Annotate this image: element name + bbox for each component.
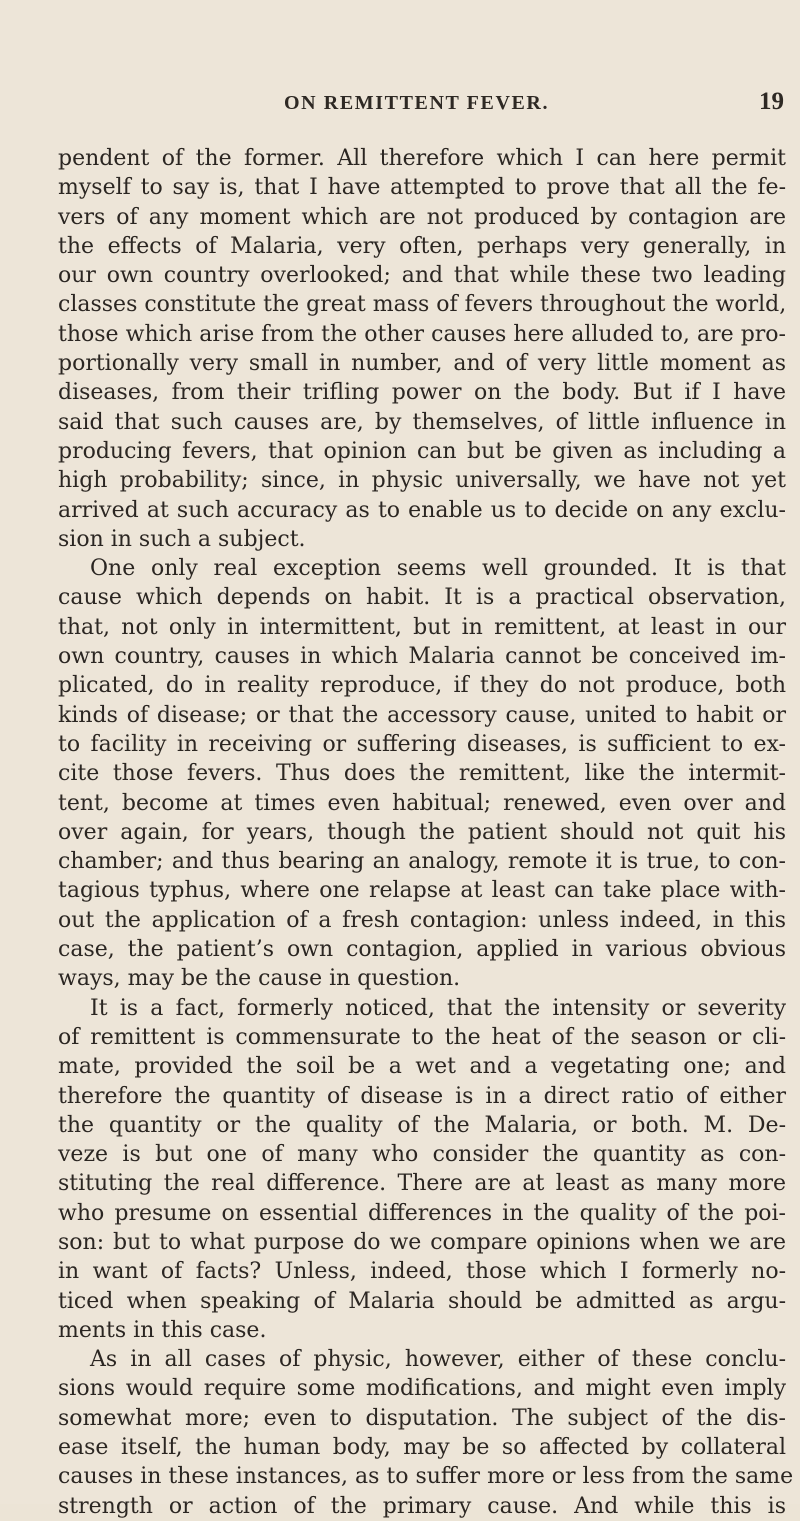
text-line: out the application of a fresh contagion: unless indeed, in this [58, 907, 786, 933]
text-line: tagious typhus, where one relapse at least can take place with- [58, 878, 786, 904]
text-line: veze is but one of many who consider the quantity as con- [58, 1142, 786, 1168]
text-line: sions would require some modifications, and might even imply [58, 1376, 786, 1402]
page-header [60, 88, 784, 128]
text-line: classes constitute the great mass of fevers throughout the world, [58, 292, 787, 318]
text-line: ticed when speaking of Malaria should be admitted as argu- [58, 1288, 786, 1314]
text-line: chamber; and thus bearing an analogy, remote it is true, to con- [58, 849, 786, 875]
text-line: stituting the real difference. There are at least as many more [58, 1171, 786, 1197]
text-line: One only real exception seems well grounded. It is that [90, 556, 786, 582]
text-line: over again, for years, though the patient should not quit his [58, 819, 786, 845]
text-line: ease itself, the human body, may be so affected by collateral [58, 1435, 786, 1461]
text-line: own country, causes in which Malaria cannot be conceived im- [58, 644, 786, 670]
text-line: ways, may be the cause in question. [58, 966, 461, 992]
text-line: somewhat more; even to disputation. The subject of the dis- [58, 1405, 786, 1431]
text-line: arrived at such accuracy as to enable us to decide on any exclu- [58, 497, 786, 523]
text-line: son: but to what purpose do we compare opinions when we are [58, 1229, 786, 1255]
text-line: pendent of the former. All therefore which I can here permit [58, 146, 786, 171]
text-line: ments in this case. [58, 1317, 267, 1343]
text-line: those which arise from the other causes here alluded to, are pro- [58, 321, 786, 347]
text-line: myself to say is, that I have attempted to prove that all the fe- [58, 175, 786, 201]
text-line: diseases, from their trifling power on the body. But if I have [58, 380, 786, 406]
text-line: vers of any moment which are not produced by contagion are [58, 204, 786, 230]
text-line: mate, provided the soil be a wet and a vegetating one; and [58, 1054, 786, 1080]
text-line: in want of facts? Unless, indeed, those which I formerly no- [58, 1259, 786, 1285]
text-line: high probability; since, in physic universally, we have not yet [58, 468, 786, 494]
text-line: strength or action of the primary cause. And while this is [58, 1493, 786, 1519]
text-line: kinds of disease; or that the accessory cause, united to habit or [58, 702, 786, 728]
text-line: our own country overlooked; and that while these two leading [58, 263, 786, 289]
body-text [58, 144, 794, 1521]
text-line: who presume on essential differences in the quality of the poi- [58, 1200, 786, 1226]
running-title: ON REMITTENT FEVER. [284, 92, 550, 114]
text-line: plicated, do in reality reproduce, if they do not produce, both [58, 673, 786, 699]
text-line: cause which depends on habit. It is a practical observation, [58, 585, 786, 611]
text-line: tent, become at times even habitual; renewed, even over and [58, 790, 786, 816]
text-line: causes in these instances, as to suffer more or less from the same [58, 1464, 794, 1490]
text-line: said that such causes are, by themselves, of little influence in [58, 409, 786, 435]
text-line: of remittent is commensurate to the heat of the season or cli- [58, 1024, 786, 1050]
text-line: producing fevers, that opinion can but be given as including a [58, 438, 786, 464]
text-line: that, not only in intermittent, but in remittent, at least in our [58, 614, 786, 640]
text-line: sion in such a subject. [58, 526, 306, 552]
text-line: the effects of Malaria, very often, perhaps very generally, in [58, 233, 786, 259]
text-line: portionally very small in number, and of very little moment as [58, 351, 786, 377]
text-line: cite those fevers. Thus does the remittent, like the intermit- [58, 761, 786, 787]
text-line: As in all cases of physic, however, either of these conclu- [90, 1347, 786, 1373]
text-line: therefore the quantity of disease is in a direct ratio of either [58, 1083, 786, 1109]
text-line: case, the patient’s own contagion, applied in various obvious [58, 937, 786, 963]
page-number: 19 [759, 88, 784, 115]
text-line: to facility in receiving or suffering diseases, is sufficient to ex- [58, 731, 786, 757]
text-line: It is a fact, formerly noticed, that the intensity or severity [90, 995, 786, 1021]
text-line: the quantity or the quality of the Malaria, or both. M. De- [58, 1112, 786, 1138]
